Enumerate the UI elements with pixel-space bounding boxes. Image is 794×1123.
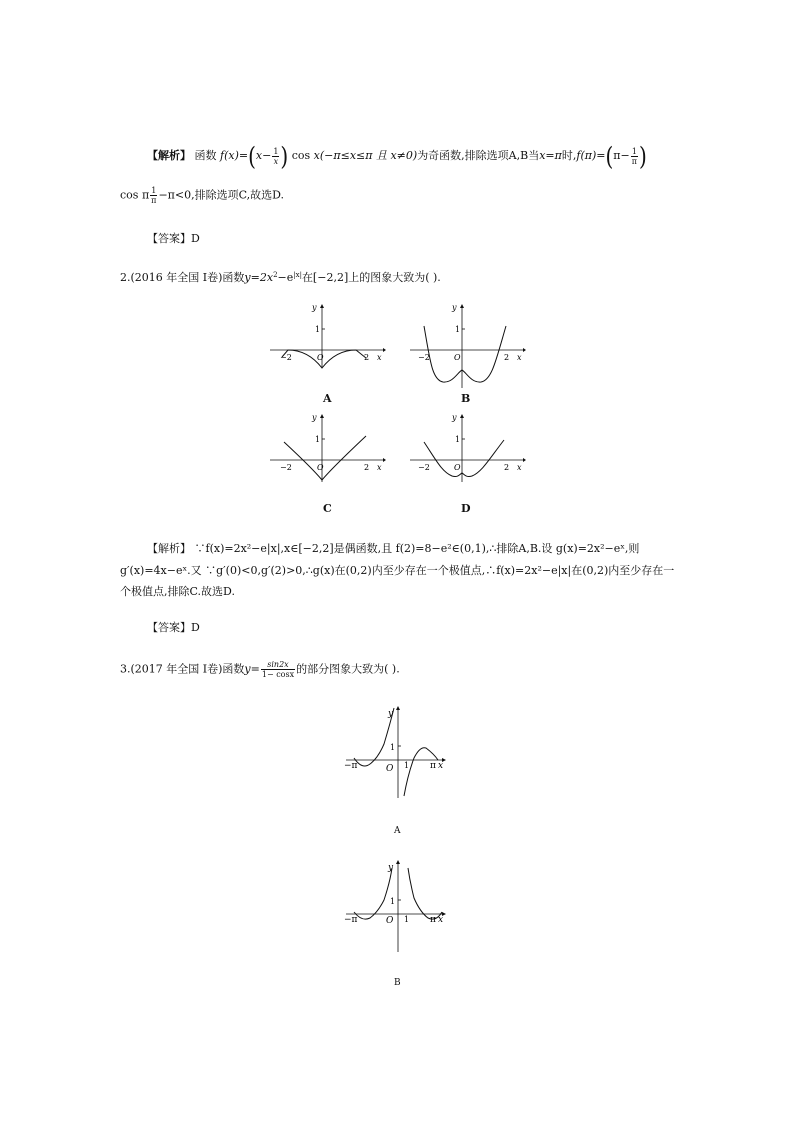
- label-origin: O: [317, 463, 324, 472]
- sup: |x|: [293, 271, 302, 279]
- label-y: y: [452, 413, 457, 422]
- y-arrow: [460, 304, 464, 308]
- label-neg2: −2: [280, 463, 292, 472]
- q2-label-b: B: [461, 392, 471, 405]
- label-neg2: −2: [418, 463, 430, 472]
- y-arrow: [460, 414, 464, 418]
- curve: [424, 440, 504, 477]
- q2-graph-c: [268, 413, 386, 485]
- label-origin: O: [317, 353, 324, 362]
- q2-graph-b: [408, 303, 526, 390]
- label-1: 1: [390, 743, 396, 752]
- label-origin: O: [386, 764, 394, 774]
- q3-stem: [120, 660, 400, 679]
- fraction-sin2x: [261, 660, 295, 679]
- y-arrow: [396, 860, 400, 864]
- label-pi: π: [430, 761, 436, 771]
- text: 的部分图象大致为( ).: [296, 662, 400, 676]
- denominator: x: [273, 156, 279, 166]
- denominator: 1− cosx: [261, 670, 295, 679]
- q2-graph-d: [408, 413, 526, 485]
- label-negpi: −π: [344, 915, 358, 925]
- paren-open: (: [248, 141, 256, 171]
- label-1: 1: [455, 435, 461, 444]
- x-arrow: [383, 348, 386, 352]
- math-domain: x(−π≤x≤π 且 x≠0): [313, 149, 418, 162]
- paren-close: ): [639, 141, 647, 171]
- curve: [282, 350, 366, 368]
- label-origin: O: [386, 916, 394, 926]
- label-x1: 1: [404, 761, 410, 770]
- numerator: sin2x: [261, 660, 295, 670]
- label-x: x: [377, 353, 382, 362]
- y-arrow: [396, 706, 400, 710]
- text: −π<0,排除选项C,故选D.: [158, 188, 285, 202]
- q2-label-c: C: [323, 502, 332, 515]
- curve-left: [354, 868, 392, 919]
- label-1: 1: [315, 325, 321, 334]
- math-minus: −: [262, 149, 272, 162]
- label-1: 1: [390, 897, 396, 906]
- math: −e: [277, 271, 294, 284]
- text: 时,: [561, 149, 577, 162]
- text: 2.(2016 年全国 Ⅰ卷)函数: [120, 271, 245, 284]
- label-x: x: [517, 353, 522, 362]
- label-y: y: [388, 709, 394, 719]
- q2-answer: 【答案】D: [147, 621, 200, 634]
- q3-graph-a: [342, 704, 452, 800]
- q1-analysis-line2: [120, 186, 284, 205]
- curve-right: [408, 868, 442, 919]
- math: y=: [244, 662, 260, 676]
- label-x: x: [438, 915, 444, 925]
- label-x1: 1: [404, 915, 410, 924]
- y-arrow: [320, 304, 324, 308]
- label-y: y: [388, 863, 394, 873]
- numerator: 1: [631, 146, 637, 156]
- q3-graph-b: [342, 860, 452, 956]
- fraction-1-over-x: [272, 147, 279, 166]
- denominator: π: [151, 196, 157, 205]
- label-neg2: −2: [418, 353, 430, 362]
- math-x: x: [255, 149, 263, 162]
- label-neg2: −2: [280, 353, 292, 362]
- math-cos: cos: [291, 149, 311, 162]
- paren-open: (: [605, 141, 614, 171]
- label-y: y: [312, 303, 317, 312]
- q2-analysis-line2: g′(x)=4x−eˣ.又 ∵g′(0)<0,g′(2)>0,∴g(x)在(0,2)内至少存在一个极值点,∴f(x)=2x²−e|x|在(0,2)内至少存在一: [120, 564, 675, 577]
- label-2: 2: [504, 463, 510, 472]
- label-2: 2: [364, 353, 370, 362]
- x-arrow: [523, 458, 526, 462]
- y-arrow: [320, 414, 324, 418]
- text: 为奇函数,排除选项A,B当: [417, 149, 540, 162]
- math: y=2x: [244, 271, 274, 284]
- fraction-1-over-pi: [631, 147, 638, 166]
- label-pi: π: [430, 915, 436, 925]
- q1-answer: 【答案】D: [147, 232, 200, 245]
- label-x: x: [438, 761, 444, 771]
- denominator: π: [631, 156, 638, 166]
- paren-close: ): [280, 141, 289, 171]
- q2-label-d: D: [461, 502, 471, 515]
- x-arrow: [383, 458, 386, 462]
- curve: [424, 326, 506, 382]
- label-1: 1: [455, 325, 461, 334]
- label-origin: O: [454, 463, 461, 472]
- math-cos: cos: [120, 188, 139, 202]
- math-minus: −: [620, 149, 630, 162]
- q3-label-b: B: [394, 978, 401, 988]
- q2-graph-a: [268, 303, 386, 370]
- text: 3.(2017 年全国 Ⅰ卷)函数: [120, 662, 245, 676]
- label-x: x: [377, 463, 382, 472]
- text: 在[−2,2]上的图象大致为( ).: [301, 271, 441, 284]
- numerator: 1: [273, 146, 279, 156]
- label-2: 2: [504, 353, 510, 362]
- label-1: 1: [315, 435, 321, 444]
- label-2: 2: [364, 463, 370, 472]
- label-negpi: −π: [344, 761, 358, 771]
- q3-label-a: A: [394, 826, 401, 836]
- math-fx: f(x)=: [220, 149, 249, 162]
- text: 函数: [194, 149, 217, 162]
- fraction-1-over-pi: [150, 186, 157, 205]
- label-y: y: [452, 303, 457, 312]
- q2-analysis-line3: 个极值点,排除C.故选D.: [120, 585, 235, 598]
- q2-label-a: A: [323, 392, 332, 405]
- q2-analysis-line1: 【解析】 ∵f(x)=2x²−e|x|,x∈[−2,2]是偶函数,且 f(2)=8−e²∈(0,1),∴排除A,B.设 g(x)=2x²−eˣ,则: [147, 542, 640, 555]
- label-x: x: [517, 463, 522, 472]
- math-fpi: f(π)=: [576, 149, 606, 162]
- q2-stem: [120, 268, 441, 285]
- sup: 2: [273, 271, 278, 279]
- label-origin: O: [454, 353, 461, 362]
- q1-analysis-line1: [147, 141, 647, 171]
- math-xpi: x=π: [539, 149, 562, 162]
- numerator: 1: [151, 186, 157, 195]
- x-arrow: [523, 348, 526, 352]
- curve: [284, 436, 366, 480]
- math-pi: π: [141, 188, 150, 202]
- curve-right: [404, 748, 438, 796]
- math-pi: π: [613, 149, 621, 162]
- label-y: y: [312, 413, 317, 422]
- analysis-tag: 【解析】: [147, 149, 191, 162]
